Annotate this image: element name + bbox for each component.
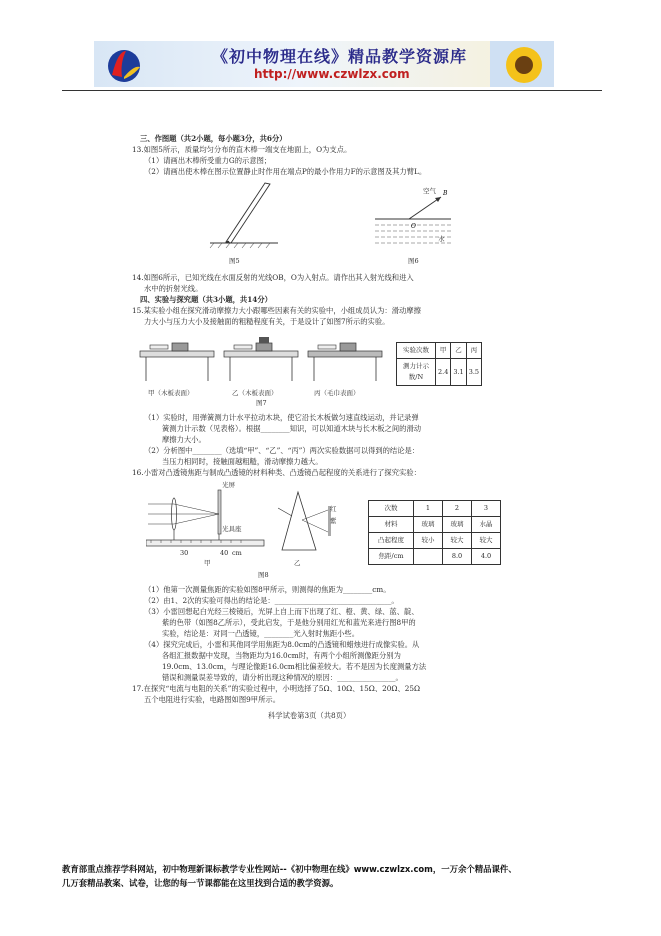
table-cell: 3.1 bbox=[451, 359, 466, 386]
figure-6-caption: 图6 bbox=[408, 257, 419, 265]
q16-part4-line3: 19.0cm、13.0cm，与理论像距16.0cm相比偏差较大。若不是因为长度测量方法 bbox=[162, 662, 427, 671]
table-cell: 8.0 bbox=[443, 549, 472, 565]
table-header: 乙 bbox=[451, 343, 466, 359]
setup-yi bbox=[224, 337, 298, 381]
table-cell: 3 bbox=[472, 501, 501, 517]
table-cell: 次数 bbox=[369, 501, 414, 517]
q17-line1: 17.在探究“电流与电阻的关系”的实验过程中，小明选择了5Ω、10Ω、15Ω、20Ω、25Ω bbox=[132, 684, 421, 693]
figure-8-screen-label: 光屏 bbox=[222, 481, 235, 489]
figure-7-friction-setups bbox=[138, 335, 383, 385]
table-header: 丙 bbox=[466, 343, 481, 359]
table-header: 甲 bbox=[436, 343, 451, 359]
q16-part1: （1）他第一次测量焦距的实验如图8甲所示，则测得的焦距为________cm。 bbox=[144, 585, 391, 594]
figure-8-purple-label: 紫 bbox=[330, 517, 337, 525]
figure-8-tick-30: 30 bbox=[180, 549, 189, 557]
q15-line1: 15.某实验小组在探究滑动摩擦力大小跟哪些因素有关的实验中，小组成员认为：滑动摩擦 bbox=[132, 306, 421, 315]
q15-part2-line2: 当压力相同时，接触面越粗糙，滑动摩擦力越大。 bbox=[162, 457, 323, 466]
table-cell: 玻璃 bbox=[443, 517, 472, 533]
q15-part1-line1: （1）实验时，用弹簧测力计水平拉动木块，使它沿长木板做匀速直线运动，并记录弹 bbox=[144, 413, 419, 422]
q15-part1-line2: 簧测力计示数（见表格）。根据________知识，可以知道木块与长木板之间的滑动 bbox=[162, 424, 422, 433]
table-cell: 2.4 bbox=[436, 359, 451, 386]
figure-7-caption: 图7 bbox=[256, 399, 267, 407]
figure-8-prism bbox=[278, 488, 338, 560]
banner-url[interactable]: http://www.czwlzx.com bbox=[254, 67, 410, 81]
q17-line2: 五个电阻进行实验，电路图如图9甲所示。 bbox=[144, 695, 280, 704]
footer-line-1: 教育部重点推荐学科网站，初中物理新课标教学专业性网站--《初中物理在线》www.czwlzx.com，一万余个精品课件、 bbox=[62, 864, 517, 874]
table-cell: 较小 bbox=[414, 533, 443, 549]
figure-7-label-jia: 甲（木板表面） bbox=[148, 389, 194, 397]
table-cell: 玻璃 bbox=[414, 517, 443, 533]
figure-7-label-bing: 丙（毛巾表面） bbox=[314, 389, 360, 397]
site-footer bbox=[62, 862, 622, 890]
q13-text: 13.如图5所示，质量均匀分布的直木棒一端支在地面上，O为支点。 bbox=[132, 145, 352, 154]
sunflower-image bbox=[490, 41, 554, 87]
table-16-lens bbox=[368, 500, 501, 565]
banner-title: 《初中物理在线》精品教学资源库 bbox=[212, 47, 468, 66]
page-footer: 科学试卷第3页（共8页） bbox=[268, 711, 351, 720]
figure-8-caption: 图8 bbox=[258, 571, 269, 579]
table-cell: 焦距/cm bbox=[369, 549, 414, 565]
q14-line1: 14.如图6所示，已知光线在水面反射的光线OB，O为入射点。请作出其入射光线和进入 bbox=[132, 273, 414, 282]
figure-8-optical-bench bbox=[146, 482, 266, 562]
figure-8-label-jia: 甲 bbox=[204, 559, 211, 567]
figure-7-label-yi: 乙（木板表面） bbox=[232, 389, 278, 397]
table-cell: 较大 bbox=[472, 533, 501, 549]
table-cell: 较大 bbox=[443, 533, 472, 549]
section3-heading: 三、作图题（共2小题，每小题3分，共6分） bbox=[140, 134, 287, 143]
table-15-friction bbox=[396, 342, 482, 386]
q16-part3-line2: 紫的色带（如图8乙所示），受此启发，于是他分别用红光和蓝光来进行图8甲的 bbox=[162, 618, 416, 627]
header-banner bbox=[94, 41, 554, 87]
table-cell: 材料 bbox=[369, 517, 414, 533]
q13-part1: （1）请画出木棒所受重力G的示意图； bbox=[144, 156, 272, 165]
q15-part2-line1: （2）分析图中________（选填“甲”、“乙”、“丙”）两次实验数据可以得到的结论是： bbox=[144, 446, 420, 455]
figure-8-bench-label: 光具座 bbox=[222, 525, 242, 533]
q16-part2: （2）由1、2次的实验可得出的结论是：________________________________。 bbox=[144, 596, 399, 605]
q16-part4-line4: 错误和测量误差导致的，请分析出现这种情况的原因：________________。 bbox=[162, 673, 403, 682]
table-cell: 3.5 bbox=[466, 359, 481, 386]
table-cell: 4.0 bbox=[472, 549, 501, 565]
footer-line-2: 几万套精品教案、试卷，让您的每一节课都能在这里找到合适的教学资源。 bbox=[62, 878, 339, 888]
table-cell: 1 bbox=[414, 501, 443, 517]
exam-page bbox=[118, 120, 513, 780]
table-cell: 2 bbox=[443, 501, 472, 517]
figure-8-label-yi: 乙 bbox=[294, 559, 301, 567]
figure-6-water-label: 水 bbox=[438, 235, 445, 243]
q15-part1-line3: 摩擦力大小。 bbox=[162, 435, 206, 444]
q16-part4-line2: 各组汇报数据中发现，当物距均为16.0cm时，有两个小组所测像距分别为 bbox=[162, 651, 401, 660]
setup-jia bbox=[140, 343, 214, 381]
figure-6-air-label: 空气 bbox=[423, 187, 436, 195]
table-cell: 水晶 bbox=[472, 517, 501, 533]
q16-text: 16.小雷对凸透镜焦距与制成凸透镜的材料种类、凸透镜凸起程度的关系进行了探究实验： bbox=[132, 468, 421, 477]
q16-part4-line1: （4）探究完成后，小雷和其他同学用焦距为8.0cm的凸透镜和蜡烛进行成像实验。从 bbox=[144, 640, 420, 649]
table-cell: 凸起程度 bbox=[369, 533, 414, 549]
section4-heading: 四、实验与探究题（共3小题，共14分） bbox=[140, 295, 272, 304]
setup-bing bbox=[308, 343, 382, 381]
site-logo bbox=[104, 45, 144, 83]
svg-text:O: O bbox=[411, 223, 416, 230]
table-cell bbox=[414, 549, 443, 565]
figure-5-stick bbox=[208, 180, 288, 256]
figure-8-tick-40: 40 bbox=[220, 549, 229, 557]
q16-part3-line1: （3）小雷回想起白光经三棱镜后，光屏上自上而下出现了红、橙、黄、绿、蓝、靛、 bbox=[144, 607, 419, 616]
q16-part3-line3: 实验，结论是：对同一凸透镜，________光入射时焦距小些。 bbox=[162, 629, 360, 638]
q13-part2: （2）请画出使木棒在图示位置静止时作用在端点P的最小作用力F的示意图及其力臂L。 bbox=[144, 167, 427, 176]
table-header: 实验次数 bbox=[397, 343, 436, 359]
figure-8-tick-unit: cm bbox=[232, 549, 242, 557]
q15-line2: 力大小与压力大小及接触面的粗糙程度有关，于是设计了如图7所示的实验。 bbox=[144, 317, 390, 326]
figure-5-caption: 图5 bbox=[229, 257, 240, 265]
table-row-label: 测力计示数/N bbox=[397, 359, 436, 386]
figure-8-red-label: 红 bbox=[330, 505, 337, 513]
q14-line2: 水中的折射光线。 bbox=[144, 284, 203, 293]
header-rule bbox=[62, 90, 602, 91]
svg-text:B: B bbox=[443, 190, 448, 197]
